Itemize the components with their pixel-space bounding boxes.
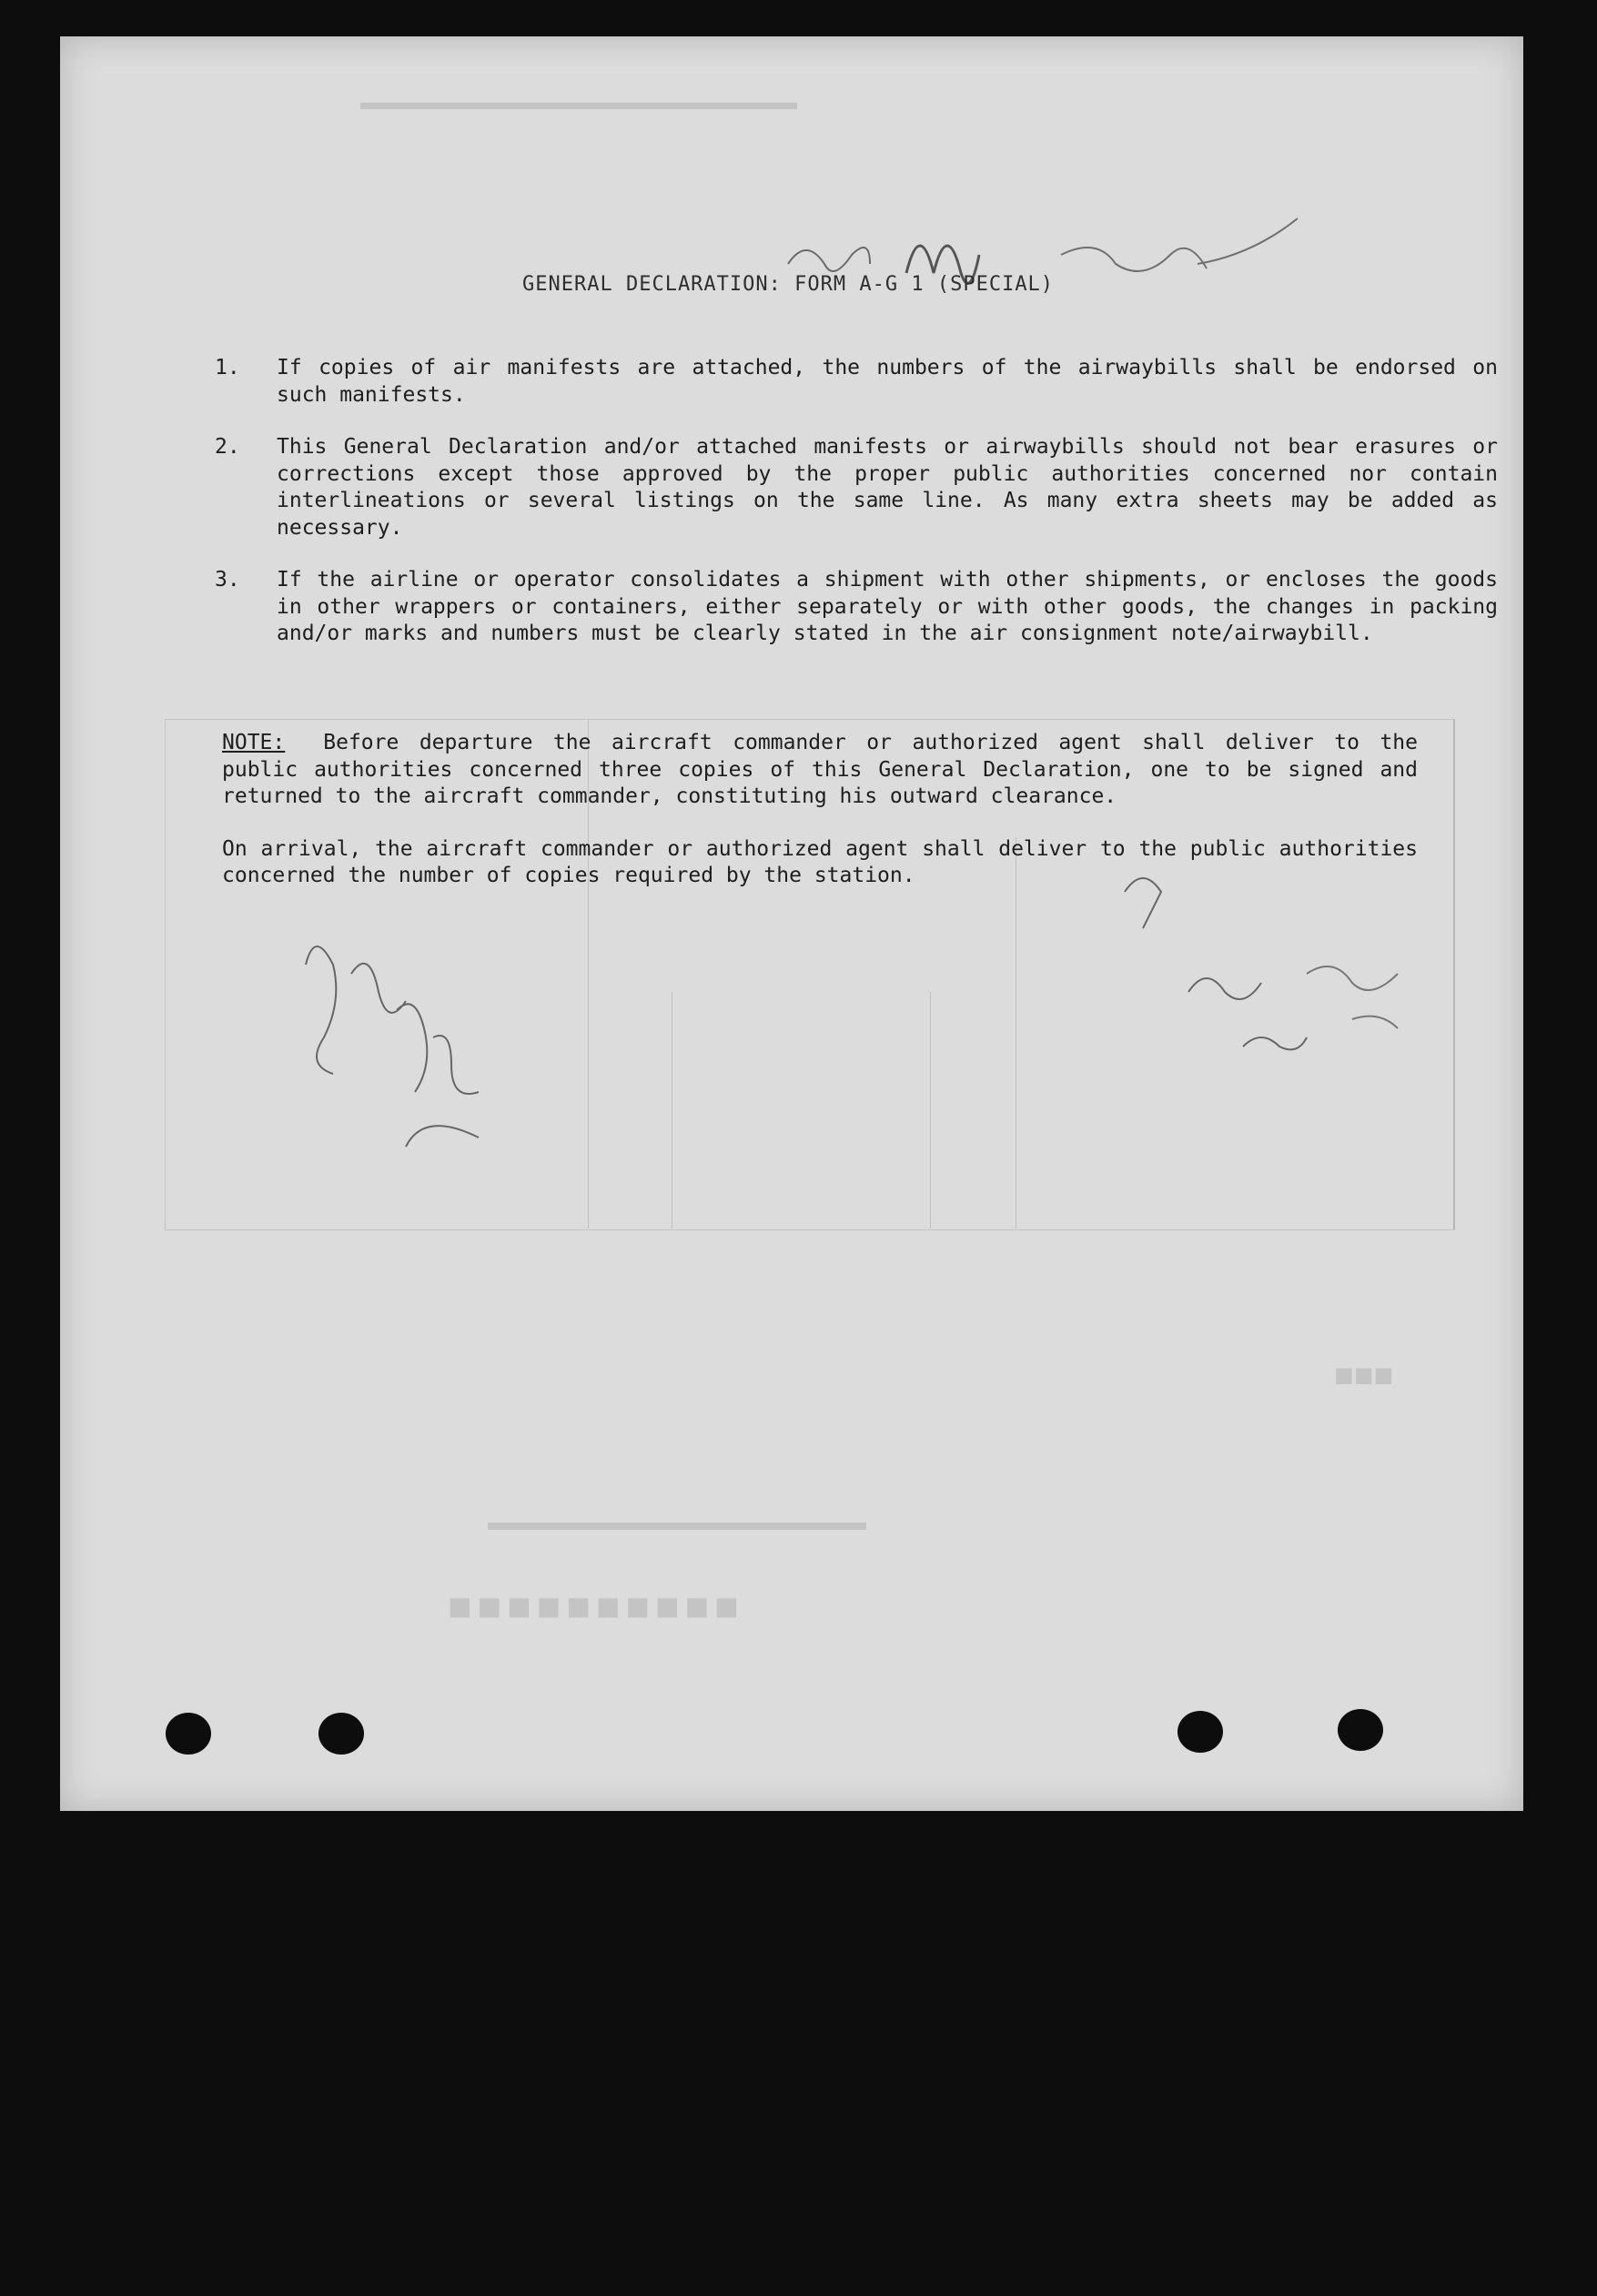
item-number: 1. xyxy=(215,356,240,379)
item-text: This General Declaration and/or attached manifests or airwaybills should not bear erasures or corrections except those approved by the proper public authorities concerned nor contain interlineations or several listings on the same line. As many extra sheets may be added as necessary. xyxy=(277,435,1498,540)
note-paragraph: On arrival, the aircraft commander or authorized agent shall deliver to the public authorities concerned the number of copies required by the station. xyxy=(222,836,1418,887)
item-number: 2. xyxy=(215,435,240,459)
punch-hole xyxy=(1338,1709,1383,1751)
item-text: If copies of air manifests are attached, the numbers of the airwaybills shall be endorsed on such manifests. xyxy=(277,356,1498,407)
note-label: NOTE: xyxy=(222,731,286,754)
punch-hole xyxy=(1178,1711,1223,1753)
punch-hole xyxy=(318,1713,364,1755)
note-paragraph xyxy=(222,730,1418,811)
item-text: If the airline or operator consolidates a shipment with other shipments, or encloses the goods in other wrappers or containers, either separately or with other goods, the changes in packing and/or marks and numbers must be clearly stated in the air consignment note/airwaybill. xyxy=(277,568,1498,645)
handwritten-annotation xyxy=(770,191,1516,328)
ghost-divider xyxy=(930,992,931,1229)
item-number: 3. xyxy=(215,568,240,592)
bleed-through-text: ■■■■■■■■■■ xyxy=(442,1584,739,1629)
bleed-through-text: ■■■ xyxy=(1334,1357,1394,1393)
instruction-item xyxy=(215,355,1498,409)
form-title: GENERAL DECLARATION: FORM A-G 1 (SPECIAL) xyxy=(522,273,1055,296)
note-section xyxy=(222,730,1418,915)
document-page xyxy=(60,36,1523,1811)
note-text: Before departure the aircraft commander or authorized agent shall deliver to the public authorities concerned three copies of this General Declaration, one to be signed and returned to the aircraft commander, constituting his outward clearance. xyxy=(222,731,1418,808)
bleed-through-text: ▬▬▬▬▬▬▬▬▬▬▬▬▬▬▬▬▬▬▬▬ xyxy=(360,91,797,115)
instruction-item xyxy=(215,567,1498,648)
instructions-list xyxy=(215,355,1498,673)
instruction-item xyxy=(215,434,1498,541)
punch-hole xyxy=(166,1713,211,1755)
bleed-through-text: ▬▬▬▬▬▬▬▬▬▬▬▬▬▬▬▬ xyxy=(488,1509,866,1535)
